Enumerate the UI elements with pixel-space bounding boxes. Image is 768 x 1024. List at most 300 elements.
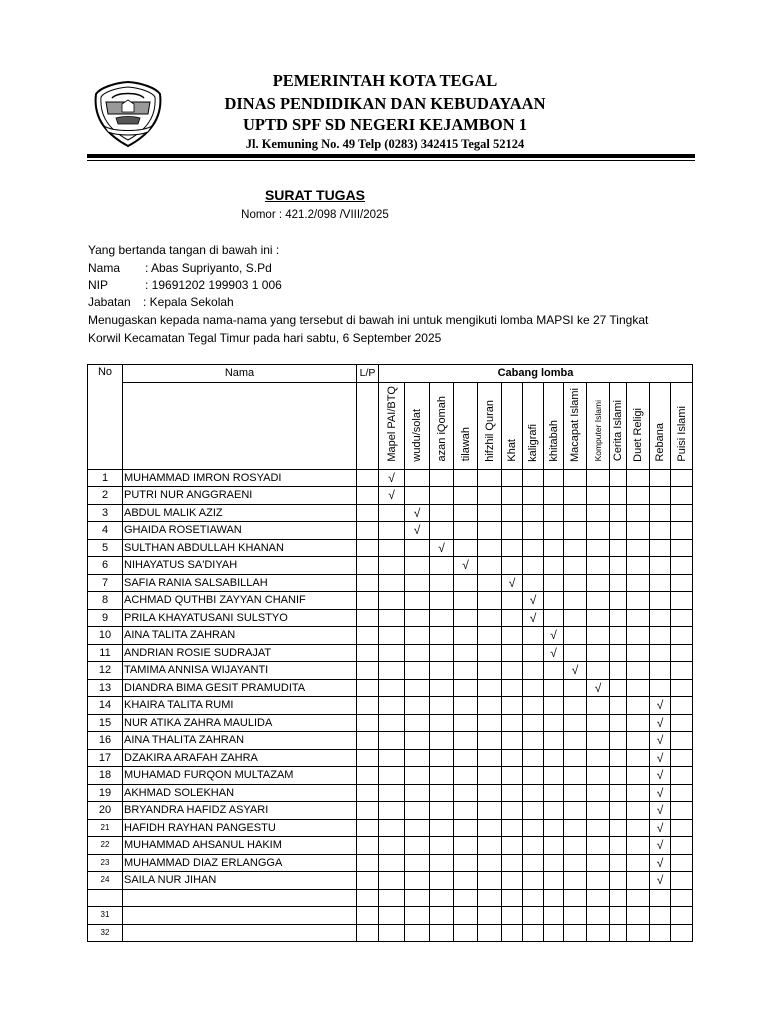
category-cell [610, 662, 627, 680]
category-cell [587, 784, 610, 802]
row-lp [357, 819, 379, 837]
category-cell [379, 837, 405, 855]
category-cell [544, 574, 564, 592]
category-cell [454, 714, 478, 732]
category-cell [523, 889, 544, 907]
table-row [88, 679, 693, 697]
category-cell [379, 609, 405, 627]
category-cell [671, 662, 693, 680]
category-cell [502, 522, 523, 540]
category-cell [650, 609, 671, 627]
category-cell [564, 627, 587, 645]
category-cell [544, 609, 564, 627]
category-cell [627, 609, 650, 627]
table-row [88, 609, 693, 627]
category-cell [610, 469, 627, 487]
category-cell [405, 872, 430, 890]
category-cell [671, 802, 693, 820]
category-cell [430, 609, 454, 627]
category-cell [671, 469, 693, 487]
category-cell [564, 504, 587, 522]
category-cell [610, 557, 627, 575]
category-cell [454, 644, 478, 662]
row-number: 16 [88, 732, 123, 750]
category-cell [587, 732, 610, 750]
row-name: AKHMAD SOLEKHAN [123, 784, 357, 802]
table-row [88, 592, 693, 610]
category-cell [610, 907, 627, 925]
category-cell [587, 504, 610, 522]
row-lp [357, 522, 379, 540]
field-nip-value: : 19691202 199903 1 006 [145, 278, 282, 292]
category-cell [587, 662, 610, 680]
category-cell [671, 697, 693, 715]
category-cell [454, 679, 478, 697]
category-cell [405, 539, 430, 557]
category-cell [671, 907, 693, 925]
row-lp [357, 469, 379, 487]
letterhead-thin-rule [87, 160, 695, 161]
category-cell [405, 679, 430, 697]
category-cell [627, 469, 650, 487]
category-cell [523, 627, 544, 645]
category-cell [523, 714, 544, 732]
category-cell [379, 504, 405, 522]
category-cell [379, 924, 405, 942]
category-cell [587, 627, 610, 645]
category-cell [478, 854, 502, 872]
category-cell [502, 592, 523, 610]
category-cell [379, 592, 405, 610]
category-cell [587, 872, 610, 890]
category-cell [523, 697, 544, 715]
category-cell [454, 609, 478, 627]
category-cell [671, 714, 693, 732]
category-cell [478, 907, 502, 925]
category-cell [610, 697, 627, 715]
category-cell [405, 714, 430, 732]
category-cell [379, 872, 405, 890]
category-cell [454, 504, 478, 522]
category-cell [587, 714, 610, 732]
category-cell [587, 819, 610, 837]
category-cell [671, 889, 693, 907]
category-cell [430, 749, 454, 767]
category-cell [379, 767, 405, 785]
category-cell [523, 924, 544, 942]
check-mark: √ [650, 837, 671, 855]
category-cell [523, 644, 544, 662]
category-cell [587, 802, 610, 820]
category-cell [405, 592, 430, 610]
category-label: Puisi Islami [675, 405, 688, 462]
check-mark: √ [405, 522, 430, 540]
category-cell [523, 539, 544, 557]
category-cell [478, 592, 502, 610]
category-header-9 [587, 382, 610, 469]
category-cell [430, 487, 454, 505]
category-cell [430, 854, 454, 872]
category-cell [454, 907, 478, 925]
category-cell [502, 854, 523, 872]
category-cell [478, 574, 502, 592]
table-row [88, 802, 693, 820]
category-cell [544, 714, 564, 732]
category-cell [544, 889, 564, 907]
category-cell [544, 697, 564, 715]
table-row [88, 522, 693, 540]
category-cell [587, 837, 610, 855]
category-cell [564, 679, 587, 697]
field-nip [88, 278, 282, 292]
row-lp [357, 627, 379, 645]
category-cell [650, 662, 671, 680]
category-cell [564, 907, 587, 925]
category-cell [627, 784, 650, 802]
category-cell [478, 487, 502, 505]
category-cell [379, 732, 405, 750]
category-cell [502, 609, 523, 627]
category-cell [627, 854, 650, 872]
category-cell [671, 767, 693, 785]
letter-intro: Yang bertanda tangan di bawah ini : [88, 243, 280, 257]
category-cell [430, 924, 454, 942]
category-cell [610, 854, 627, 872]
category-cell [544, 854, 564, 872]
category-cell [564, 732, 587, 750]
check-mark: √ [587, 679, 610, 697]
category-cell [430, 767, 454, 785]
category-cell [671, 487, 693, 505]
category-cell [478, 644, 502, 662]
category-cell [610, 522, 627, 540]
category-cell [430, 469, 454, 487]
category-cell [430, 574, 454, 592]
field-jabatan-value: : Kepala Sekolah [143, 295, 234, 309]
table-row [88, 837, 693, 855]
letter-body-line1: Menugaskan kepada nama-nama yang tersebut di bawah ini untuk mengikuti lomba MAPSI ke 27 Tingkat [88, 313, 649, 327]
category-label: Khat [506, 438, 518, 462]
category-cell [564, 837, 587, 855]
category-cell [544, 924, 564, 942]
category-cell [544, 504, 564, 522]
category-cell [454, 487, 478, 505]
row-name: SAFIA RANIA SALSABILLAH [123, 574, 357, 592]
category-cell [564, 714, 587, 732]
category-cell [502, 749, 523, 767]
category-cell [478, 767, 502, 785]
table-row [88, 872, 693, 890]
category-cell [610, 574, 627, 592]
table-row [88, 487, 693, 505]
category-header-row [88, 382, 693, 469]
category-cell [544, 522, 564, 540]
category-cell [379, 627, 405, 645]
category-cell [671, 592, 693, 610]
category-cell [650, 574, 671, 592]
header-nama: Nama [123, 365, 357, 383]
row-name: ABDUL MALIK AZIZ [123, 504, 357, 522]
category-cell [430, 732, 454, 750]
category-cell [523, 557, 544, 575]
category-cell [627, 557, 650, 575]
participants-body [88, 469, 693, 942]
letter-number: Nomor : 421.2/098 /VIII/2025 [241, 209, 389, 221]
row-number: 20 [88, 802, 123, 820]
check-mark: √ [650, 732, 671, 750]
row-name: DZAKIRA ARAFAH ZAHRA [123, 749, 357, 767]
category-cell [587, 767, 610, 785]
category-cell [544, 767, 564, 785]
category-cell [478, 539, 502, 557]
check-mark: √ [544, 644, 564, 662]
category-cell [405, 749, 430, 767]
category-cell [610, 592, 627, 610]
category-cell [523, 732, 544, 750]
row-lp [357, 924, 379, 942]
row-lp [357, 732, 379, 750]
category-cell [627, 679, 650, 697]
category-cell [430, 627, 454, 645]
row-number: 11 [88, 644, 123, 662]
field-jabatan-label: Jabatan [88, 295, 131, 309]
category-cell [650, 539, 671, 557]
category-cell [502, 504, 523, 522]
table-row [88, 697, 693, 715]
category-cell [564, 802, 587, 820]
category-cell [379, 644, 405, 662]
category-cell [454, 749, 478, 767]
category-cell [502, 819, 523, 837]
category-cell [671, 609, 693, 627]
category-cell [379, 574, 405, 592]
check-mark: √ [650, 802, 671, 820]
category-cell [564, 469, 587, 487]
row-name: MUHAMMAD AHSANUL HAKIM [123, 837, 357, 855]
category-cell [502, 767, 523, 785]
row-name [123, 924, 357, 942]
header-no: No [88, 365, 123, 470]
category-cell [379, 854, 405, 872]
category-cell [478, 819, 502, 837]
row-lp [357, 837, 379, 855]
category-cell [564, 574, 587, 592]
category-cell [478, 749, 502, 767]
letter-body-line2: Korwil Kecamatan Tegal Timur pada hari sabtu, 6 September 2025 [88, 331, 442, 345]
check-mark: √ [650, 819, 671, 837]
letterhead-address: Jl. Kemuning No. 49 Telp (0283) 342415 Tegal 52124 [245, 137, 525, 151]
category-cell [627, 767, 650, 785]
row-number: 12 [88, 662, 123, 680]
category-cell [544, 784, 564, 802]
category-cell [454, 732, 478, 750]
category-cell [405, 557, 430, 575]
check-mark: √ [454, 557, 478, 575]
category-cell [502, 627, 523, 645]
table-row [88, 714, 693, 732]
category-cell [405, 767, 430, 785]
category-cell [523, 767, 544, 785]
category-label: azan iQomah [435, 396, 448, 462]
row-number: 32 [88, 924, 123, 942]
category-cell [610, 749, 627, 767]
category-cell [405, 627, 430, 645]
row-number: 17 [88, 749, 123, 767]
category-cell [610, 872, 627, 890]
category-cell [523, 662, 544, 680]
category-cell [627, 802, 650, 820]
category-cell [454, 767, 478, 785]
table-row [88, 854, 693, 872]
category-cell [379, 522, 405, 540]
category-cell [650, 627, 671, 645]
table-row [88, 539, 693, 557]
field-nama [88, 261, 272, 275]
category-cell [610, 679, 627, 697]
category-cell [405, 889, 430, 907]
category-cell [454, 469, 478, 487]
category-cell [564, 697, 587, 715]
category-cell [502, 889, 523, 907]
category-cell [478, 924, 502, 942]
category-cell [627, 889, 650, 907]
category-cell [523, 819, 544, 837]
category-cell [454, 854, 478, 872]
row-number [88, 889, 123, 907]
row-name: MUHAMMAD DIAZ ERLANGGA [123, 854, 357, 872]
letterhead-thick-rule [87, 154, 695, 158]
category-cell [671, 504, 693, 522]
header-nama-blank [123, 382, 357, 469]
row-number: 31 [88, 907, 123, 925]
category-cell [564, 872, 587, 890]
category-cell [627, 574, 650, 592]
category-cell [502, 697, 523, 715]
check-mark: √ [650, 854, 671, 872]
category-cell [610, 802, 627, 820]
check-mark: √ [544, 627, 564, 645]
category-cell [430, 837, 454, 855]
check-mark: √ [405, 504, 430, 522]
category-cell [405, 662, 430, 680]
category-cell [587, 469, 610, 487]
category-cell [478, 784, 502, 802]
category-cell [587, 539, 610, 557]
check-mark: √ [564, 662, 587, 680]
category-cell [650, 907, 671, 925]
check-mark: √ [379, 469, 405, 487]
category-cell [627, 837, 650, 855]
row-lp [357, 802, 379, 820]
category-cell [454, 924, 478, 942]
category-cell [523, 679, 544, 697]
category-cell [627, 924, 650, 942]
category-cell [544, 732, 564, 750]
row-name: SULTHAN ABDULLAH KHANAN [123, 539, 357, 557]
category-label: khitabah [547, 419, 560, 462]
table-row [88, 504, 693, 522]
row-number: 10 [88, 627, 123, 645]
header-lp-blank [357, 382, 379, 469]
category-cell [523, 907, 544, 925]
category-cell [454, 819, 478, 837]
table-row [88, 767, 693, 785]
table-row [88, 732, 693, 750]
category-cell [610, 714, 627, 732]
category-cell [610, 767, 627, 785]
row-number: 23 [88, 854, 123, 872]
category-cell [650, 522, 671, 540]
category-cell [587, 592, 610, 610]
category-cell [478, 557, 502, 575]
field-nip-label: NIP [88, 278, 109, 292]
category-cell [379, 557, 405, 575]
category-cell [502, 732, 523, 750]
category-cell [502, 539, 523, 557]
row-lp [357, 749, 379, 767]
category-cell [478, 627, 502, 645]
category-label: Rebana [654, 422, 666, 462]
category-label: hifzhil Quran [483, 399, 496, 462]
category-cell [430, 679, 454, 697]
category-cell [671, 784, 693, 802]
category-cell [523, 837, 544, 855]
row-number: 13 [88, 679, 123, 697]
check-mark: √ [523, 592, 544, 610]
category-cell [627, 819, 650, 837]
category-cell [587, 609, 610, 627]
category-cell [627, 907, 650, 925]
row-lp [357, 907, 379, 925]
category-cell [564, 557, 587, 575]
row-lp [357, 644, 379, 662]
row-name: DIANDRA BIMA GESIT PRAMUDITA [123, 679, 357, 697]
category-header-2 [430, 382, 454, 469]
category-cell [502, 924, 523, 942]
category-cell [610, 539, 627, 557]
category-cell [379, 539, 405, 557]
category-cell [430, 662, 454, 680]
category-cell [587, 907, 610, 925]
check-mark: √ [650, 697, 671, 715]
category-cell [671, 854, 693, 872]
table-row [88, 889, 693, 907]
category-cell [627, 662, 650, 680]
category-cell [627, 732, 650, 750]
category-cell [454, 889, 478, 907]
category-cell [587, 924, 610, 942]
category-cell [650, 557, 671, 575]
category-cell [502, 907, 523, 925]
category-cell [627, 627, 650, 645]
row-number: 1 [88, 469, 123, 487]
letter-title: SURAT TUGAS [264, 187, 366, 203]
category-cell [430, 644, 454, 662]
category-cell [587, 557, 610, 575]
row-number: 2 [88, 487, 123, 505]
letterhead-line2: DINAS PENDIDIKAN DAN KEBUDAYAAN [224, 94, 546, 113]
row-lp [357, 872, 379, 890]
row-lp [357, 609, 379, 627]
category-cell [587, 889, 610, 907]
category-cell [405, 732, 430, 750]
category-cell [587, 574, 610, 592]
category-cell [523, 504, 544, 522]
category-cell [478, 732, 502, 750]
category-cell [544, 819, 564, 837]
category-header-0 [379, 382, 405, 469]
check-mark: √ [430, 539, 454, 557]
